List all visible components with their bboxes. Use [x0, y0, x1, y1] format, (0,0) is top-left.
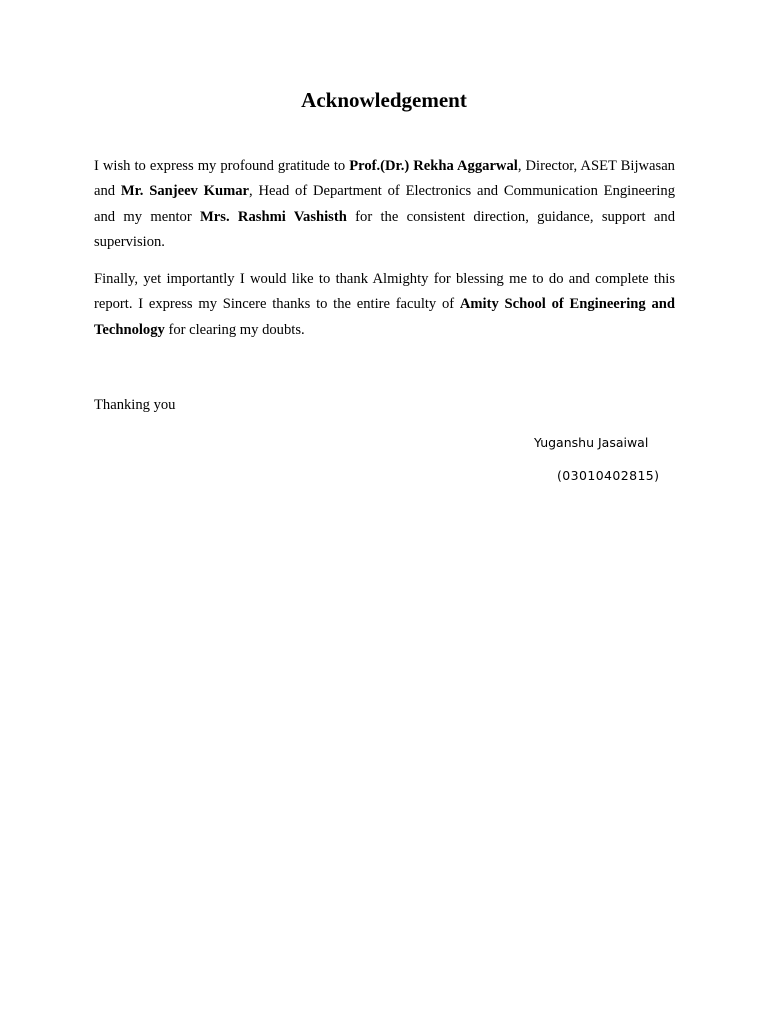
mentor-name: Mrs. Rashmi Vashisth [200, 208, 347, 225]
paragraph-text: for the consistent direction, guidance, support and supervision. [94, 208, 675, 250]
paragraph-text: Finally, yet importantly I would like to thank Almighty for blessing me to do and complete this report. I express my Sincere thanks to the entire faculty of [94, 271, 675, 313]
thanks-paragraph [94, 267, 675, 343]
paragraph-text: for clearing my doubts. [164, 321, 305, 338]
paragraph-text: I wish to express my profound gratitude to [94, 158, 350, 174]
signature-id: (03010402815) [557, 468, 660, 483]
gratitude-paragraph [94, 154, 675, 255]
closing-line: Thanking you [94, 397, 176, 413]
signature-name: Yuganshu Jasaiwal [534, 435, 649, 450]
institution-name: Amity School of Engineering and Technology [94, 296, 675, 338]
paragraph-text: , Head of Department of Electronics and Communication Engineering and my mentor [94, 183, 675, 225]
page-title: Acknowledgement [301, 88, 467, 112]
paragraph-text: , Director, ASET Bijwasan and [94, 158, 675, 200]
director-name: Prof.(Dr.) Rekha Aggarwal [349, 158, 518, 174]
hod-name: Mr. Sanjeev Kumar [120, 183, 250, 200]
